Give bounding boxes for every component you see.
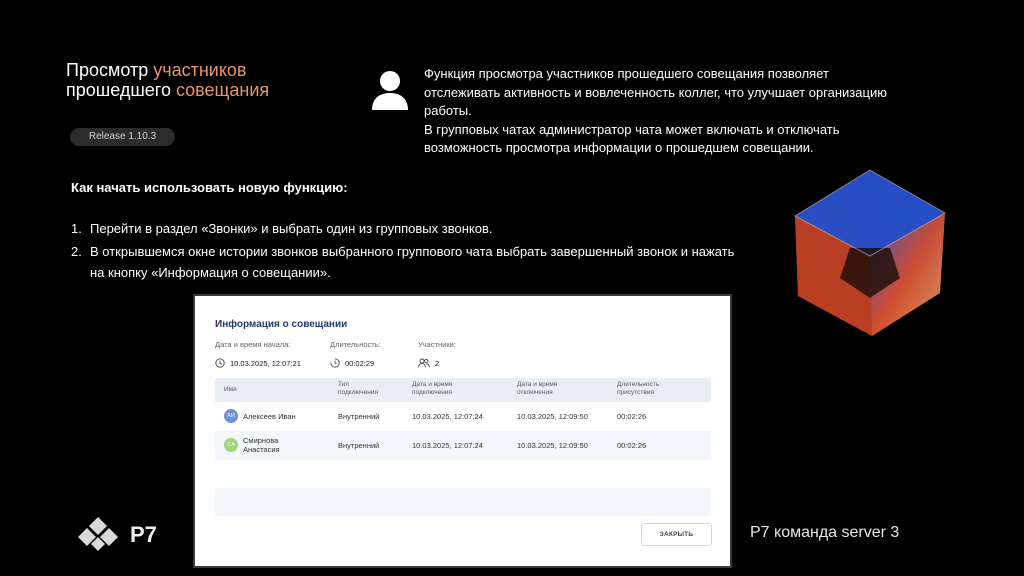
r7-logo-mark-icon	[74, 516, 122, 554]
participant-name: Алексеев Иван	[243, 412, 296, 421]
table-header	[215, 378, 711, 402]
presence-duration: 00:02:26	[617, 412, 647, 421]
joined-time: 10.03.2025, 12:07:24	[412, 441, 483, 450]
joined-time: 10.03.2025, 12:07:24	[412, 412, 483, 421]
users-icon	[418, 358, 430, 368]
step-item: 1. Перейти в раздел «Звонки» и выбрать один из групповых звонков.	[71, 221, 493, 236]
left-time: 10.03.2025, 12:09:50	[517, 441, 588, 450]
start-value: 10.03.2025, 12:07:21	[215, 358, 301, 368]
column-joined: Дата и время подключения	[412, 381, 453, 396]
crystal-graphic	[790, 168, 950, 338]
table-row[interactable]	[215, 431, 711, 460]
connection-type: Внутренний	[338, 412, 380, 421]
left-time: 10.03.2025, 12:09:50	[517, 412, 588, 421]
table-row[interactable]	[215, 402, 711, 431]
participant-name: Смирнова Анастасия	[243, 436, 280, 454]
participants-label: Участники:	[418, 340, 456, 349]
meeting-info-dialog	[193, 294, 732, 568]
timer-icon	[330, 358, 340, 368]
connection-type: Внутренний	[338, 441, 380, 450]
table-empty-row	[215, 488, 711, 516]
presence-duration: 00:02:26	[617, 441, 647, 450]
duration-value: 00:02:29	[330, 358, 374, 368]
column-presence: Длительность присутствия	[617, 381, 660, 396]
steps-list	[71, 218, 751, 285]
close-button[interactable]: ЗАКРЫТЬ	[641, 523, 712, 546]
clock-icon	[215, 358, 225, 368]
dialog-title: Информация о совещании	[215, 319, 348, 330]
user-icon	[371, 70, 409, 110]
participants-value: 2	[418, 358, 439, 368]
release-badge: Release 1.10.3	[70, 128, 175, 146]
r7-logo	[74, 516, 157, 554]
logo-text: Р7	[130, 522, 157, 547]
team-caption: Р7 команда server 3	[750, 524, 900, 541]
how-to-heading: Как начать использовать новую функцию:	[71, 180, 348, 195]
duration-label: Длительность:	[330, 340, 381, 349]
step-item: 2. В открывшемся окне истории звонков выбранного группового чата выбрать завершенный звонок и нажать на кнопку «Информация о совещании».	[71, 244, 735, 280]
column-type: Тип подключения	[338, 381, 378, 396]
column-left: Дата и время отключения	[517, 381, 558, 396]
avatar: АИ	[224, 409, 238, 423]
participants-table	[215, 378, 711, 460]
start-label: Дата и время начала:	[215, 340, 291, 349]
slide-title: Просмотр участников прошедшего совещания	[66, 60, 270, 100]
column-name: Имя	[224, 386, 237, 393]
feature-description: Функция просмотра участников прошедшего совещания позволяет отслеживать активность и вовлеченность коллег, что улучшает организацию работы. В групповых чатах администратор чата может включать и отключать возможность просмотра информации о прошедшем совещании.	[424, 66, 887, 155]
avatar: СА	[224, 438, 238, 452]
